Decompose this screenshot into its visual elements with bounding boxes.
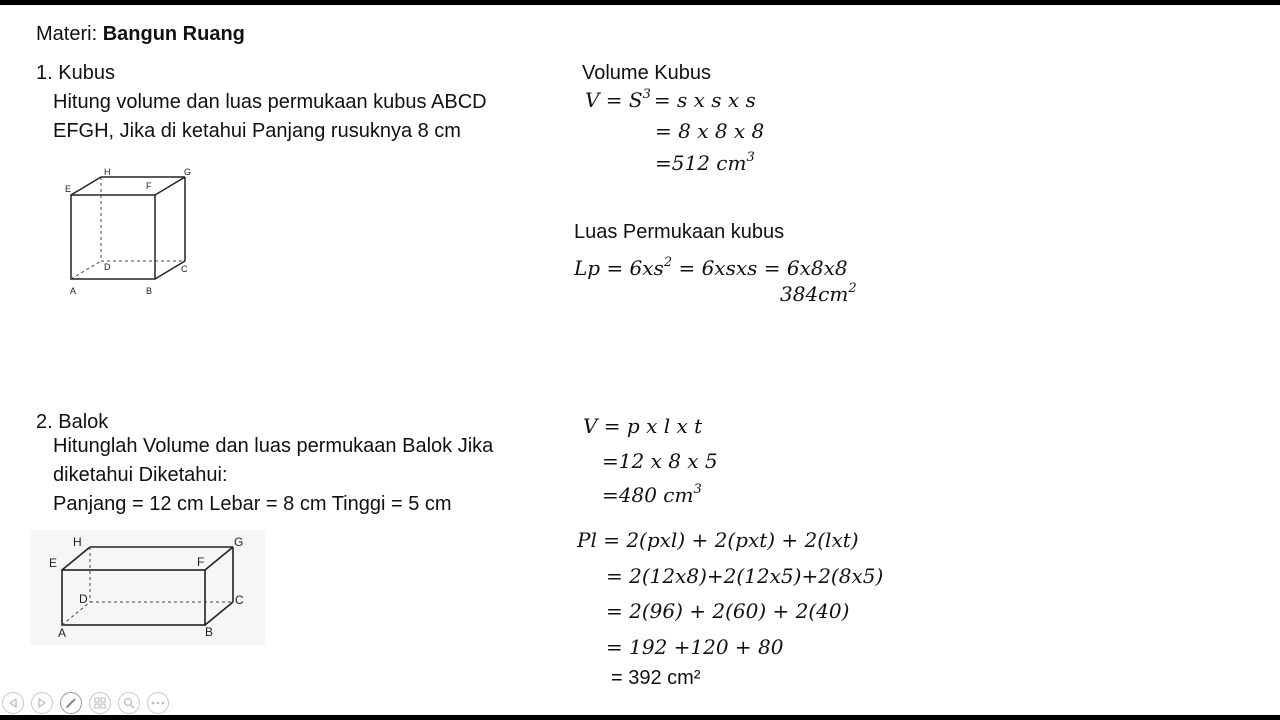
balok-question-line3: Panjang = 12 cm Lebar = 8 cm Tinggi = 5 cm [53,493,452,515]
title-topic: Bangun Ruang [102,23,245,45]
kubus-volume-line3 [655,150,755,175]
cuboid-label-h: H [73,535,82,549]
balok-surface-line2: = 2(12x8)+2(12x5)+2(8x5) [606,564,884,588]
cube-edge-fg [155,177,185,195]
kubus-volume-result: =512 cm [655,151,747,175]
more-options-icon [151,700,165,706]
balok-surface-line3: = 2(96) + 2(60) + 2(40) [606,599,850,623]
balok-volume-line3 [602,482,702,507]
balok-volume-line2: =12 x 8 x 5 [602,449,718,473]
more-options-button[interactable] [147,692,169,714]
cuboid-label-c: C [235,593,244,607]
cuboid-label-a: A [58,626,67,640]
balok-volume-result-exponent: 3 [693,482,702,497]
kubus-volume-line1 [585,87,756,112]
next-slide-button[interactable] [31,692,53,714]
pen-tool-button[interactable] [60,692,82,714]
page-title [36,24,245,44]
balok-surface-line1: Pl = 2(pxl) + 2(pxt) + 2(lxt) [577,528,859,552]
kubus-surface-result-exponent: 2 [848,281,857,296]
cube-label-f: F [146,181,152,191]
cuboid-label-g: G [234,535,244,549]
kubus-title: 1. Kubus [36,62,115,84]
zoom-icon [123,697,135,709]
kubus-volume-exponent: 3 [642,87,651,102]
cube-label-g: G [184,167,192,177]
cube-front-face [71,195,155,279]
cube-edge-eh [71,177,101,195]
kubus-volume-rhs: = s x s x s [653,88,756,112]
kubus-surface-exponent: 2 [663,255,673,270]
cube-label-a: A [70,286,77,296]
cube-label-b: B [146,286,153,296]
kubus-surface-lhs: Lp = 6xs [574,256,664,280]
cube-label-d: D [104,262,111,272]
slides-grid-button[interactable] [89,692,111,714]
cube-figure [60,162,200,298]
balok-surface-result: = 392 cm² [611,667,701,689]
kubus-volume-lhs: V = S [585,88,643,112]
balok-volume-result: =480 cm [602,483,694,507]
slides-grid-icon [94,697,106,709]
cuboid-figure [30,530,265,645]
kubus-surface-heading: Luas Permukaan kubus [574,221,785,243]
top-border [0,0,1280,5]
kubus-question-line1: Hitung volume dan luas permukaan kubus ABCD [53,91,487,113]
zoom-button[interactable] [118,692,140,714]
kubus-surface-rhs: = 6xsxs = 6x8x8 [672,256,848,280]
pen-icon [64,696,78,710]
cube-label-h: H [104,167,111,177]
cuboid-label-e: E [49,556,58,570]
balok-title: 2. Balok [36,411,109,433]
cuboid-label-b: B [205,625,214,639]
bottom-border [0,715,1280,720]
kubus-volume-line2: = 8 x 8 x 8 [655,119,765,143]
next-slide-icon [36,697,48,709]
balok-question-line2: diketahui Diketahui: [53,464,228,486]
kubus-volume-result-exponent: 3 [746,150,755,165]
kubus-surface-line1 [574,255,848,280]
kubus-question-line2: EFGH, Jika di ketahui Panjang rusuknya 8 cm [53,120,461,142]
cuboid-label-d: D [79,592,88,606]
previous-slide-button[interactable] [2,692,24,714]
cuboid-label-f: F [197,555,205,569]
previous-slide-icon [7,697,19,709]
kubus-surface-line2 [780,281,857,306]
kubus-surface-result: 384cm [780,282,849,306]
balok-volume-line1: V = p x l x t [583,414,703,438]
title-prefix: Materi: [36,23,103,45]
cube-hidden-edge-ad [71,261,101,279]
kubus-volume-heading: Volume Kubus [582,62,711,84]
balok-question-line1: Hitunglah Volume dan luas permukaan Balok Jika [53,435,494,457]
balok-surface-line4: = 192 +120 + 80 [606,635,784,659]
cube-label-c: C [181,264,188,274]
cube-label-e: E [65,184,72,194]
